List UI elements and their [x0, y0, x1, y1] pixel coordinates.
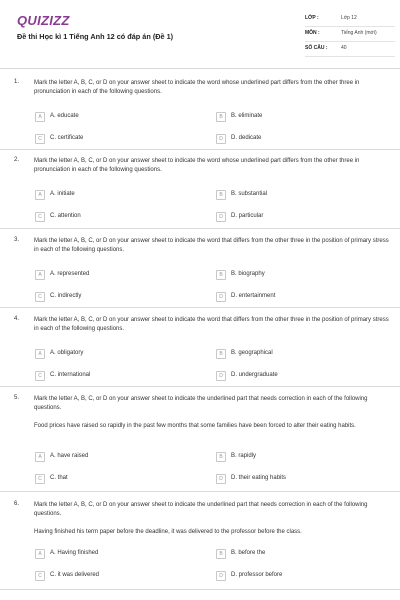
- option-letter-box: A: [35, 270, 45, 280]
- option-letter-box: C: [35, 212, 45, 222]
- option-letter-box: B: [216, 549, 226, 559]
- option-letter-box: D: [216, 571, 226, 581]
- option-letter-box: A: [35, 549, 45, 559]
- option-letter-box: D: [216, 212, 226, 222]
- option-letter-box: D: [216, 292, 226, 302]
- option-text: B. geographical: [231, 350, 273, 356]
- question-text: Mark the letter A, B, C, or D on your answer sheet to indicate the word whose underlined part differs from the other three in pronunciation in each of the following questions.: [34, 80, 360, 95]
- option-text: B. biography: [231, 271, 265, 277]
- option-text: C. it was delivered: [50, 572, 100, 578]
- question-passage: Having finished his term paper before the deadline, it was delivered to the professor before the class.: [34, 529, 302, 535]
- question-text: Mark the letter A, B, C, or D on your answer sheet to indicate the word that differs from the other three in the position of primary stress in each of the following questions.: [34, 317, 389, 332]
- option-text: A. Having finished: [50, 550, 99, 556]
- question-text: Mark the letter A, B, C, or D on your answer sheet to indicate the word whose underlined part differs from the other three in pronunciation in each of the following questions.: [34, 158, 360, 173]
- option-text: A. educate: [50, 113, 79, 119]
- option-letter-box: C: [35, 571, 45, 581]
- option-letter-box: D: [216, 134, 226, 144]
- option-text: B. before the: [231, 550, 266, 556]
- option-letter-box: A: [35, 452, 45, 462]
- option-letter-box: A: [35, 190, 45, 200]
- option-text: C. indirectly: [50, 293, 82, 299]
- meta-panel: [305, 14, 395, 59]
- option-letter-box: C: [35, 371, 45, 381]
- meta-label: LỚP :: [305, 15, 319, 21]
- option-text: A. have raised: [50, 453, 89, 459]
- option-text: D. entertainment: [231, 293, 276, 299]
- option-letter-box: D: [216, 474, 226, 484]
- option-text: A. obligatory: [50, 350, 84, 356]
- option-text: A. represented: [50, 271, 90, 277]
- option-letter-box: B: [216, 349, 226, 359]
- option-letter-box: C: [35, 134, 45, 144]
- meta-label: SỐ CÂU :: [305, 45, 328, 51]
- document-title: Đề thi Học kì 1 Tiếng Anh 12 có đáp án (Đề 1): [17, 32, 174, 41]
- option-text: C. certificate: [50, 135, 84, 141]
- option-letter-box: A: [35, 349, 45, 359]
- option-letter-box: C: [35, 474, 45, 484]
- question-divider: [0, 386, 400, 387]
- meta-value: Lớp 12: [341, 15, 357, 21]
- option-text: D. particular: [231, 213, 264, 219]
- option-letter-box: B: [216, 452, 226, 462]
- option-letter-box: C: [35, 292, 45, 302]
- option-text: D. their eating habits: [231, 475, 287, 481]
- option-text: D. dedicate: [231, 135, 262, 141]
- question-divider: [0, 491, 400, 492]
- question-divider: [0, 228, 400, 229]
- question-passage: Food prices have raised so rapidly in the past few months that some families have been forced to alter their eating habits.: [34, 423, 356, 429]
- meta-value: 40: [341, 45, 347, 51]
- meta-row-count: [305, 44, 395, 57]
- option-letter-box: B: [216, 112, 226, 122]
- question-divider: [0, 307, 400, 308]
- option-text: C. that: [50, 475, 68, 481]
- question-number: 1.: [14, 79, 20, 85]
- question-divider: [0, 589, 400, 590]
- option-letter-box: B: [216, 190, 226, 200]
- option-text: A. initiate: [50, 191, 75, 197]
- page-header: [0, 0, 400, 66]
- brand-logo: QUIZIZZ: [17, 13, 70, 28]
- question-number: 6.: [14, 501, 20, 507]
- question-number: 5.: [14, 395, 20, 401]
- option-letter-box: A: [35, 112, 45, 122]
- header-divider: [0, 68, 400, 69]
- option-text: D. undergraduate: [231, 372, 278, 378]
- meta-value: Tiếng Anh (mới): [341, 30, 377, 36]
- option-text: D. professor before: [231, 572, 283, 578]
- meta-label: MÔN :: [305, 30, 320, 36]
- option-text: B. rapidly: [231, 453, 257, 459]
- question-divider: [0, 149, 400, 150]
- question-number: 4.: [14, 316, 20, 322]
- option-letter-box: D: [216, 371, 226, 381]
- question-number: 3.: [14, 237, 20, 243]
- meta-row-subject: [305, 29, 395, 42]
- question-number: 2.: [14, 157, 20, 163]
- option-text: C. attention: [50, 213, 81, 219]
- question-text: Mark the letter A, B, C, or D on your answer sheet to indicate the underlined part that needs correction in each of the following questions.: [34, 396, 368, 411]
- option-text: B. substantial: [231, 191, 268, 197]
- question-text: Mark the letter A, B, C, or D on your answer sheet to indicate the underlined part that needs correction in each of the following questions.: [34, 502, 368, 517]
- option-letter-box: B: [216, 270, 226, 280]
- option-text: C. international: [50, 372, 91, 378]
- option-text: B. eliminate: [231, 113, 263, 119]
- meta-row-class: [305, 14, 395, 27]
- question-text: Mark the letter A, B, C, or D on your answer sheet to indicate the word that differs from the other three in the position of primary stress in each of the following questions.: [34, 238, 389, 253]
